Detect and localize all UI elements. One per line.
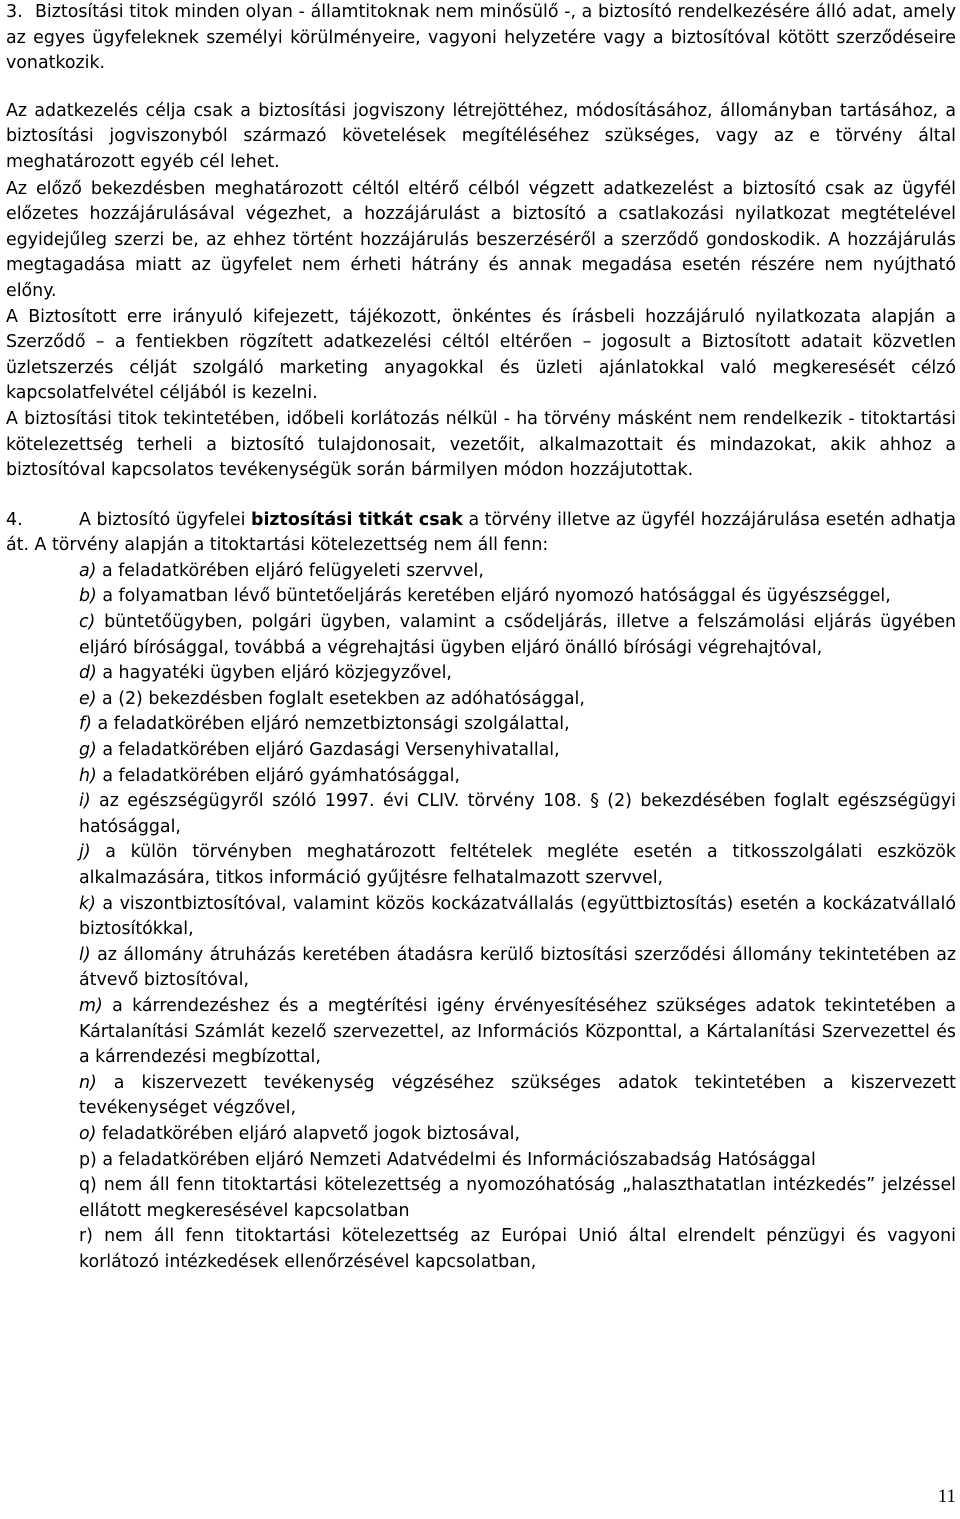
list-item-label: a) [79, 560, 97, 581]
list-item-text: a feladatkörében eljáró Gazdasági Versenyhivatallal, [96, 740, 560, 761]
list-item-text: az egészségügyről szóló 1997. évi CLIV. törvény 108. § (2) bekezdésében foglalt egészségügyi hatósággal, [79, 791, 956, 837]
section-4-lead: 4. A biztosító ügyfelei biztosítási titkát csak a törvény illetve az ügyfél hozzájárulása esetén adhatja át. A törvény alapján a titoktartási kötelezettség nem áll fenn: [6, 509, 957, 556]
list-item-label: k) [79, 893, 96, 914]
list-item-text: a kárrendezéshez és a megtérítési igény érvényesítéséhez szükséges adatok tekintetében a Kártalanítási Számlát kezelő szervezettel, az Információs Központtal, a Kártalanítási Szervezettel és a kárrendezési megbízottal, [79, 995, 956, 1068]
document-page [6, 0, 956, 1276]
list-item-label: l) [79, 944, 91, 965]
list-item-text: büntetőügyben, polgári ügyben, valamint a csődeljárás, illetve a felszámolási eljárás ügyében eljáró bírósággal, továbbá a végrehajtási ügyben eljáró önálló bírósági végrehajtóval, [79, 612, 956, 658]
list-item: p) a feladatkörében eljáró Nemzeti Adatvédelmi és Információszabadság Hatósággal [79, 1149, 816, 1170]
section-3-intro: 3. Biztosítási titok minden olyan - államtitoknak nem minősülő -, a biztosító rendelkezésére álló adat, amely az egyes ügyfeleknek személyi körülményeire, vagyoni helyzetére vagy a biztosítóval kötött szerződéseire vonatkozik. [6, 2, 956, 74]
emphasis: biztosítási titkát csak [251, 509, 463, 530]
paragraph-consent: Az előző bekezdésben meghatározott céltól eltérő célból végzett adatkezelést a biztosító csak az ügyfél előzetes hozzájárulásával végezhet, a hozzájárulást a biztosító a csatlakozási nyilatkozat megtételével egyidejűleg szerzi be, az ehhez történt hozzájárulás beszerzéséről a szerződő gondoskodik. A hozzájárulás megtagadása miatt az ügyfelet nem érheti hátrány és annak megadása esetén részére nem nyújtható előny. [6, 178, 956, 301]
section-number: 4. [6, 509, 23, 530]
page-number: 11 [937, 1486, 956, 1507]
list-item [6, 610, 956, 661]
list-item-label: b) [79, 586, 97, 607]
exception-list [6, 559, 956, 1148]
list-item-text: a (2) bekezdésben foglalt esetekben az adóhatósággal, [96, 688, 585, 709]
list-item [6, 1071, 956, 1122]
list-item [6, 687, 956, 713]
list-item-text: a kiszervezett tevékenység végzéséhez szükséges adatok tekintetében a kiszervezett tevékenységet végzővel, [79, 1072, 956, 1119]
paragraph-marketing: A Biztosított erre irányuló kifejezett, tájékozott, önkéntes és írásbeli hozzájáruló nyilatkozata alapján a Szerződő – a fentiekben rögzített adatkezelési céltól eltérően – jogosult a Biztosított adatait közvetlen üzletszerzés célját szolgáló marketing anyagokkal és üzleti ajánlatokkal való megkeresését célzó kapcsolatfelvétel céljából is kezelni. [6, 306, 956, 404]
list-item-label: h) [79, 765, 97, 786]
list-item-label: d) [79, 663, 97, 684]
list-item-label: f) [79, 714, 92, 735]
section-number: 3. [6, 2, 23, 22]
list-item-label: c) [79, 612, 96, 633]
list-item: q) nem áll fenn titoktartási kötelezettség a nyomozóhatóság „halaszthatatlan intézkedés” jelzéssel ellátott megkeresésével kapcsolatban [79, 1175, 956, 1221]
list-item-text: az állomány átruházás keretében átadásra kerülő biztosítási szerződési állomány tekintetében az átvevő biztosítóval, [79, 944, 956, 991]
exception-list-continued [6, 1148, 956, 1276]
paragraph-confidentiality: A biztosítási titok tekintetében, időbeli korlátozás nélkül - ha törvény másként nem rendelkezik - titoktartási kötelezettség terheli a biztosító tulajdonosait, vezetőit, alkalmazottait és mindazokat, akik ahhoz a biztosítóval kapcsolatos tevékenységük során bármilyen módon hozzájutottak. [6, 408, 956, 481]
list-item-label: j) [79, 842, 91, 863]
list-item [6, 789, 956, 840]
list-item-text: a feladatkörében eljáró felügyeleti szervvel, [96, 560, 484, 581]
list-item [6, 840, 956, 891]
list-item-label: n) [79, 1072, 97, 1093]
list-item-text: a feladatkörében eljáró gyámhatósággal, [96, 765, 461, 786]
paragraph-purpose: Az adatkezelés célja csak a biztosítási jogviszony létrejöttéhez, módosításához, állományban tartásához, a biztosítási jogviszonyból származó követelések megítéléséhez szükséges, vagy az e törvény által meghatározott egyéb cél lehet. [6, 100, 956, 172]
list-item: r) nem áll fenn titoktartási kötelezettség az Európai Unió által elrendelt pénzügyi és vagyoni korlátozó intézkedések ellenőrzésével kapcsolatban, [79, 1226, 956, 1272]
list-item-label: i) [79, 791, 91, 812]
list-item-text: a külön törvényben meghatározott feltételek megléte esetén a titkosszolgálati eszközök alkalmazására, titkos információ gyűjtésre felhatalmazott szervvel, [79, 842, 956, 888]
list-item [6, 1122, 956, 1148]
list-item [6, 764, 956, 790]
list-item-text: feladatkörében eljáró alapvető jogok biztosával, [96, 1123, 520, 1144]
list-item [6, 994, 956, 1071]
list-item [6, 892, 956, 943]
list-item [6, 559, 956, 585]
list-item [6, 584, 956, 610]
list-item-text: a feladatkörében eljáró nemzetbiztonsági szolgálattal, [91, 714, 570, 735]
list-item-label: m) [79, 995, 103, 1016]
list-item-label: g) [79, 740, 97, 761]
list-item-text: a folyamatban lévő büntetőeljárás keretében eljáró nyomozó hatósággal és ügyészséggel, [96, 586, 891, 607]
list-item [6, 661, 956, 687]
list-item-label: o) [79, 1123, 97, 1144]
list-item [6, 712, 956, 738]
list-item-text: a hagyatéki ügyben eljáró közjegyzővel, [96, 663, 452, 684]
list-item-label: e) [79, 688, 97, 709]
list-item [6, 738, 956, 764]
list-item-text: a viszontbiztosítóval, valamint közös kockázatvállalás (együttbiztosítás) esetén a kockázatvállaló biztosítókkal, [79, 893, 956, 940]
list-item [6, 943, 956, 994]
